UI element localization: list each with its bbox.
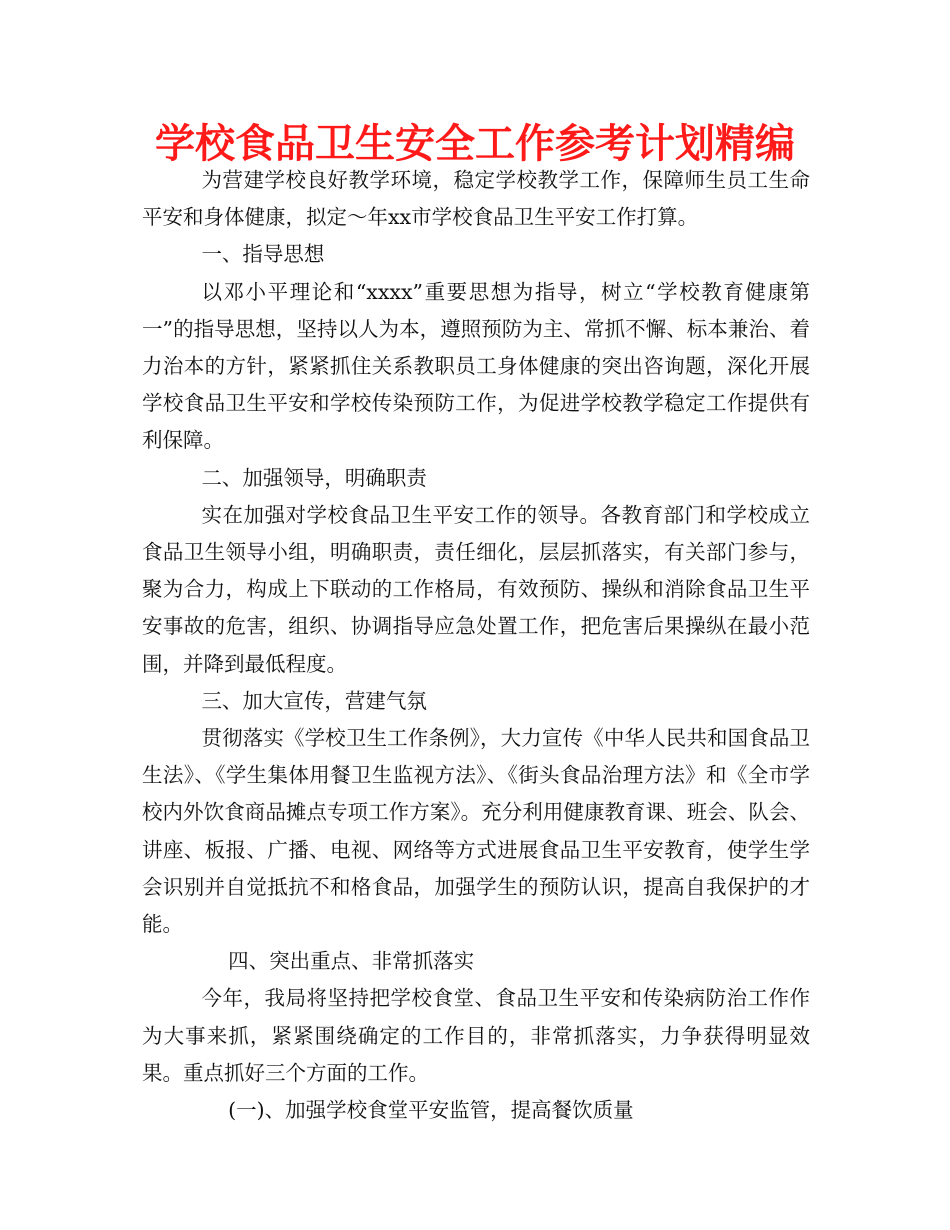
section-heading: 一、指导思想 (201, 242, 325, 267)
paragraph: 为营建学校良好教学环境，稳定学校教学工作，保障师生员工生命平安和身体健康，拟定～年xx市学校食品卫生平安工作打算。 (142, 168, 810, 230)
paragraph: 实在加强对学校食品卫生平安工作的领导。各教育部门和学校成立食品卫生领导小组，明确职责，责任细化，层层抓落实，有关部门参与，聚为合力，构成上下联动的工作格局，有效预防、操纵和消除食品卫生平安事故的危害，组织、协调指导应急处置工作，把危害后果操纵在最小范围，并降到最低程度。 (142, 502, 810, 676)
section-heading: 三、加大宣传，营建气氛 (201, 688, 427, 713)
section-heading: 四、突出重点、非常抓落实 (228, 949, 475, 974)
document-title: 学校食品卫生安全工作参考计划精编 (155, 120, 795, 167)
paragraph: 贯彻落实《学校卫生工作条例》，大力宣传《中华人民共和国食品卫生法》、《学生集体用餐卫生监视方法》、《街头食品治理方法》和《全市学校内外饮食商品摊点专项工作方案》。充分利用健康教育课、班会、队会、讲座、板报、广播、电视、网络等方式进展食品卫生平安教育，使学生学会识别并自觉抵抗不和格食品，加强学生的预防认识，提高自我保护的才能。 (142, 726, 810, 937)
paragraph: 今年，我局将坚持把学校食堂、食品卫生平安和传染病防治工作作为大事来抓，紧紧围绕确定的工作目的，非常抓落实，力争获得明显效果。重点抓好三个方面的工作。 (142, 986, 810, 1085)
paragraph: 以邓小平理论和“xxxx”重要思想为指导，树立“学校教育健康第一”的指导思想，坚持以人为本，遵照预防为主、常抓不懈、标本兼治、着力治本的方针，紧紧抓住关系教职员工身体健康的突出咨询题，深化开展学校食品卫生平安和学校传染预防工作，为促进学校教学稳定工作提供有利保障。 (142, 279, 810, 453)
document-body (142, 162, 810, 1129)
section-heading: 二、加强领导，明确职责 (201, 465, 427, 490)
subsection-heading: (一)、加强学校食堂平安监管，提高餐饮质量 (228, 1098, 634, 1123)
